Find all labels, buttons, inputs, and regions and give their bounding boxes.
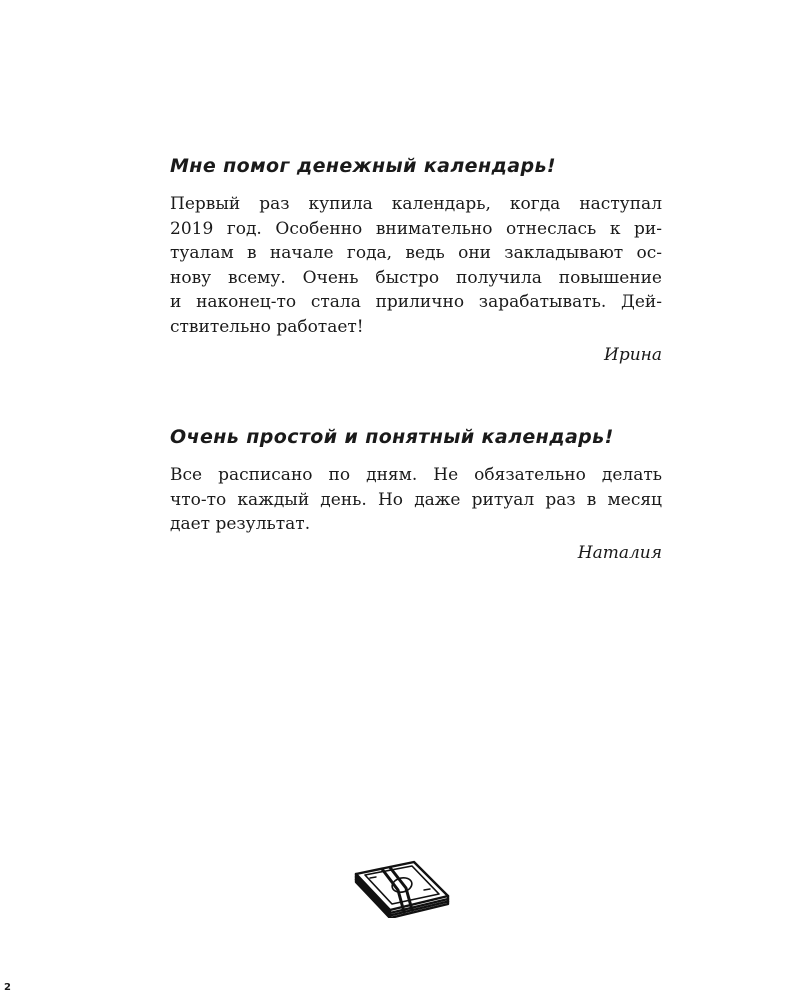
review-text-line: что-то каждый день. Но даже ритуал раз в месяц [170, 489, 662, 510]
review-title: Мне помог денежный календарь! [170, 155, 556, 177]
review-text [170, 192, 662, 339]
review-text [170, 463, 662, 537]
review-text-line: дает результат. [170, 514, 311, 534]
money-stack-icon [352, 856, 454, 918]
review-author: Ирина [604, 345, 662, 365]
review-card [170, 423, 662, 565]
review-text-line: 2019 год. Особенно внимательно отнеслась к ри- [170, 218, 662, 239]
review-text-line: и наконец-то стала прилично зарабатывать. Дей- [170, 292, 662, 312]
review-title: Очень простой и понятный календарь! [170, 426, 614, 448]
review-text-line: Первый раз купила календарь, когда наступал [170, 194, 662, 214]
review-text-line: нову всему. Очень быстро получила повышение [170, 267, 662, 288]
review-text-line: туалам в начале года, ведь они закладывают ос- [170, 243, 662, 263]
review-card [170, 152, 662, 367]
review-text-line: Все расписано по дням. Не обязательно делать [170, 465, 662, 485]
review-author: Наталия [577, 542, 662, 563]
review-text-line: ствительно работает! [170, 316, 364, 337]
page-number: 2 [4, 982, 11, 993]
